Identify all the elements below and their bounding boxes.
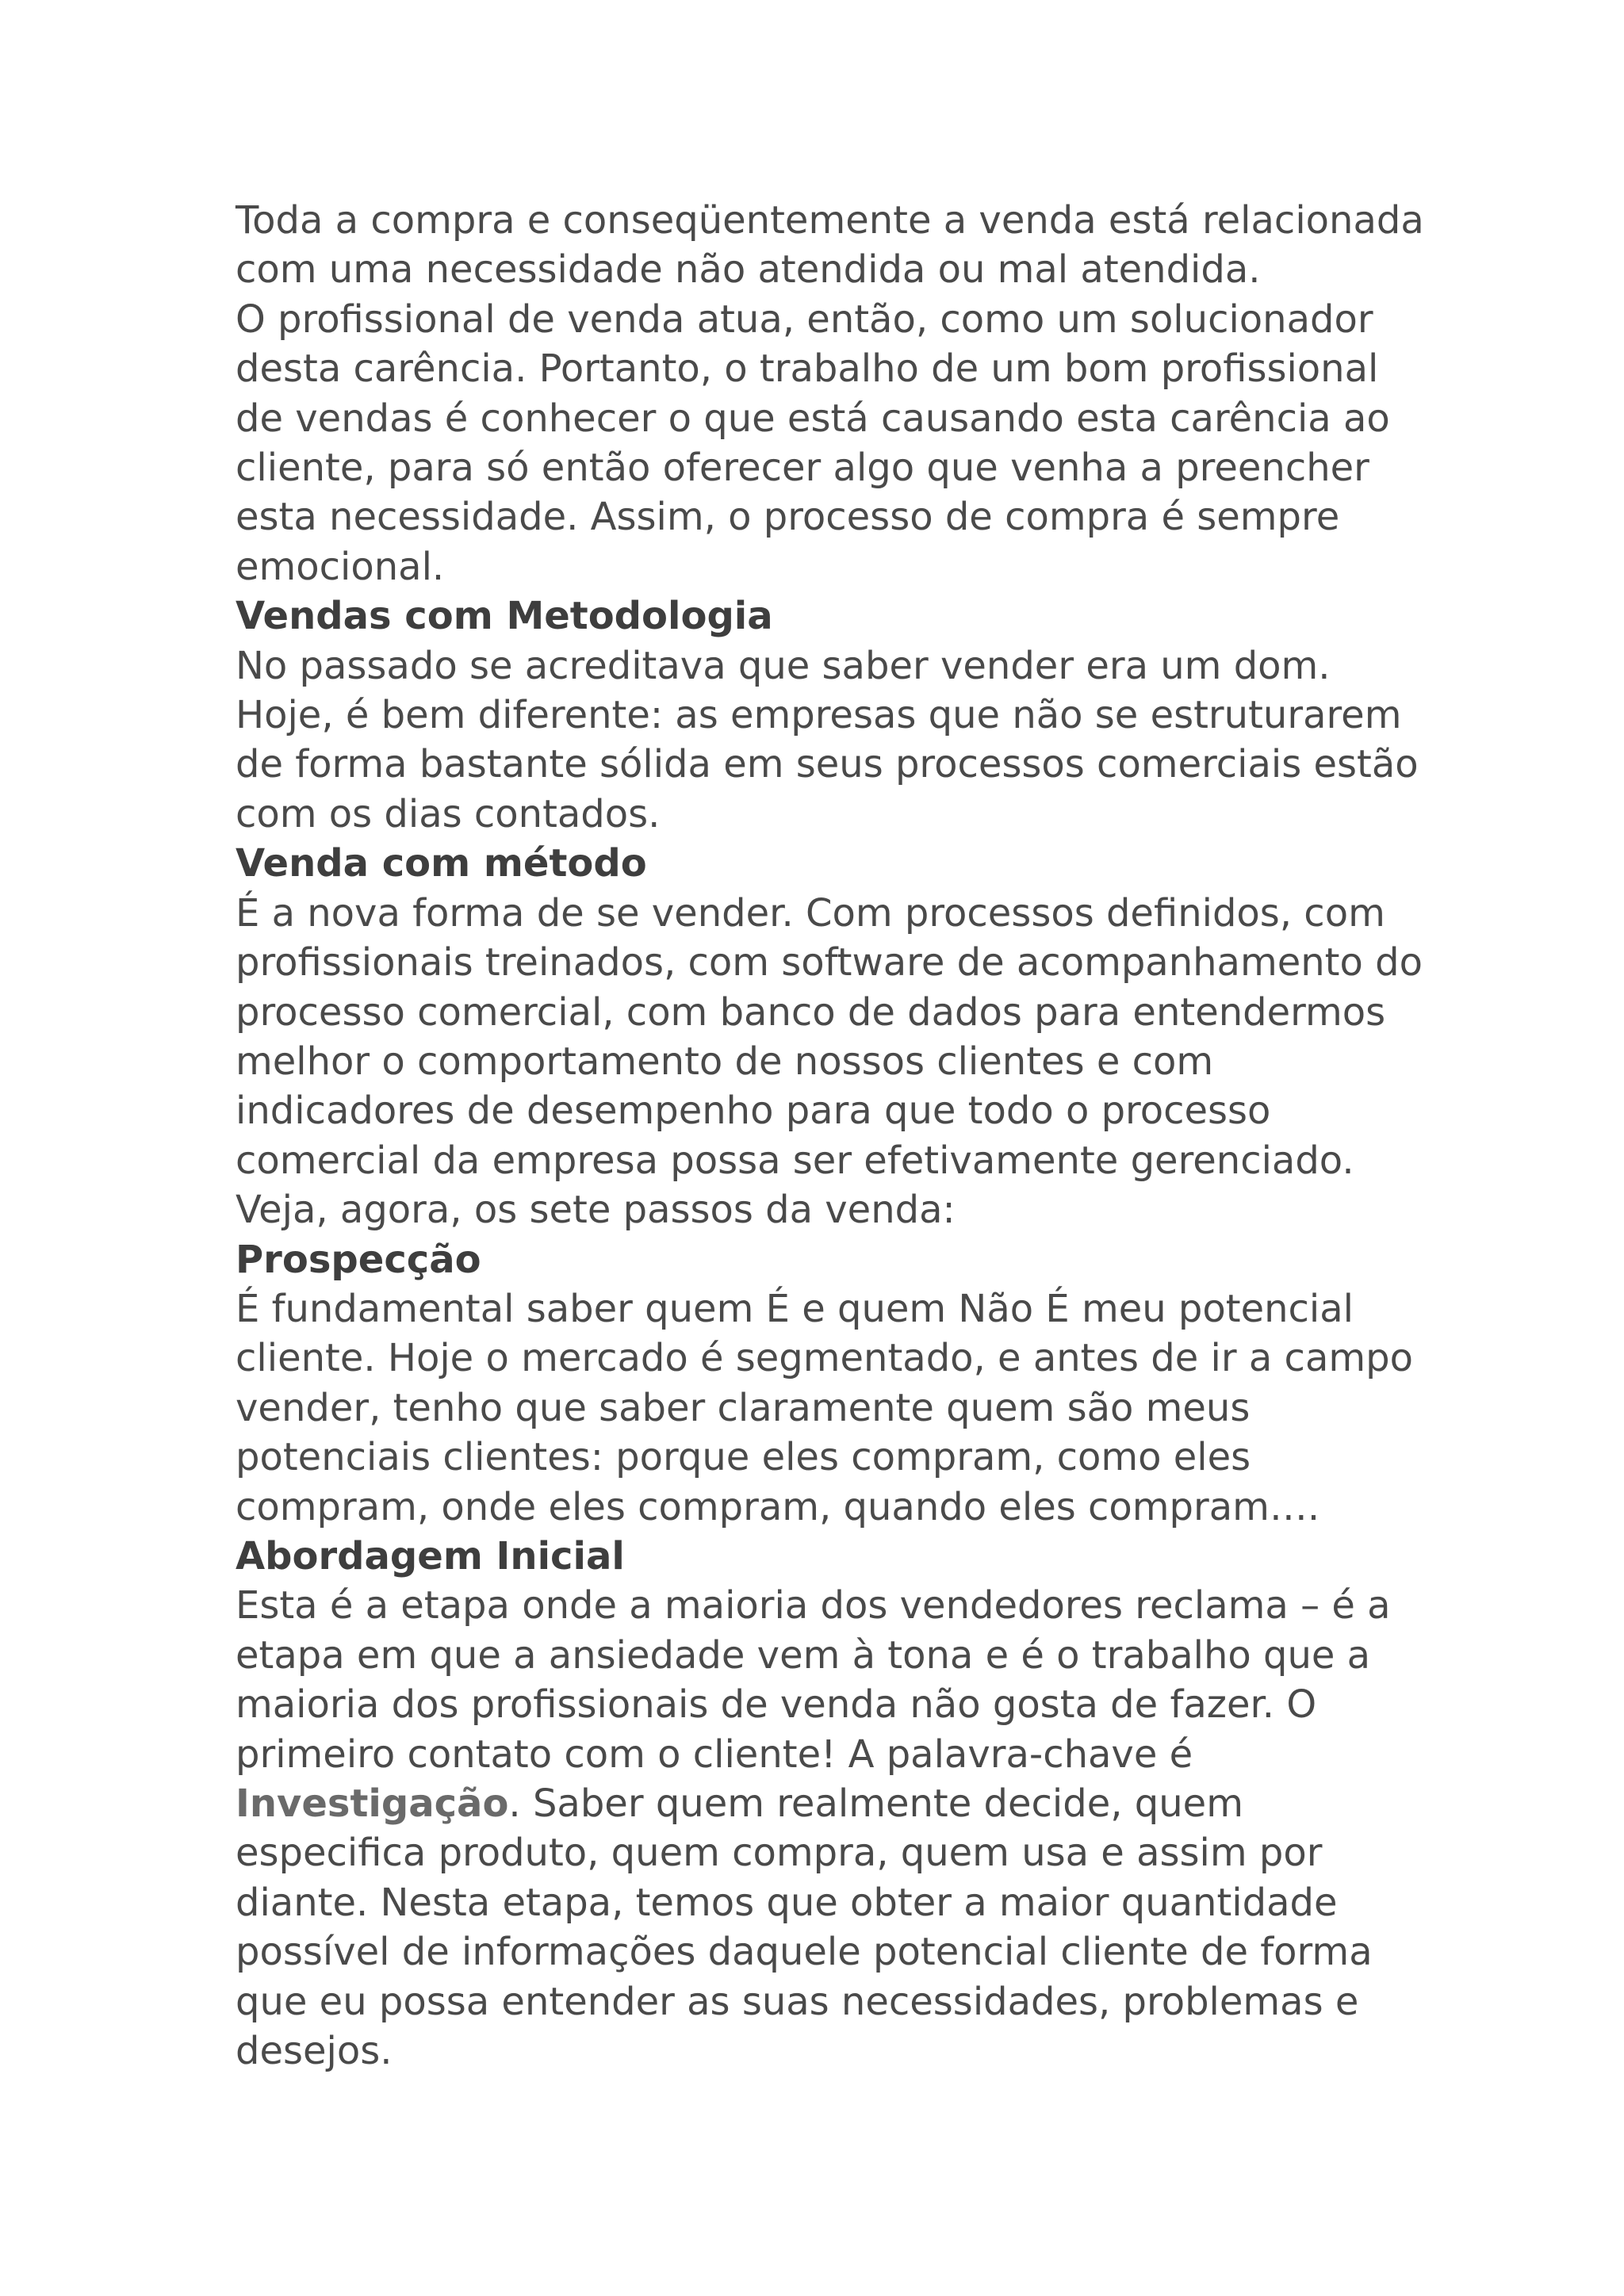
investigacao-emphasis: Investigação <box>236 1781 509 1826</box>
heading-abordagem-inicial: Abordagem Inicial <box>236 1533 625 1578</box>
intro-paragraph-2: O profissional de venda atua, então, como um solucionador desta carência. Portanto, o trabalho de um bom profissional de vendas é conhecer o que está causando esta carência ao cliente, para só então oferecer algo que venha a preencher esta necessidade. Assim, o processo de compra é sempre emocional. <box>236 297 1390 589</box>
prospeccao-paragraph: É fundamental saber quem É e quem Não É meu potencial cliente. Hoje o mercado é segmentado, e antes de ir a campo vender, tenho que saber claramente quem são meus potenciais clientes: porque eles compram, como eles compram, onde eles compram, quando eles compram…. <box>236 1286 1413 1529</box>
intro-paragraph-1: Toda a compra e conseqüentemente a venda está relacionada com uma necessidade não atendida ou mal atendida. <box>236 198 1424 293</box>
abordagem-paragraph <box>236 1581 1425 2076</box>
abordagem-text-after: . Saber quem realmente decide, quem especifica produto, quem compra, quem usa e assim por diante. Nesta etapa, temos que obter a maior quantidade possível de informações daquele potencial cliente de forma que eu possa entender as suas necessidades, problemas e desejos. <box>236 1781 1373 2074</box>
document-page <box>236 196 1425 2076</box>
heading-venda-com-metodo: Venda com método <box>236 841 647 886</box>
heading-prospeccao: Prospecção <box>236 1237 481 1282</box>
abordagem-text-before: Esta é a etapa onde a maioria dos vendedores reclama – é a etapa em que a ansiedade vem à tona e é o trabalho que a maioria dos profissionais de venda não gosta de fazer. O primeiro contato com o cliente! A palavra-chave é <box>236 1583 1391 1777</box>
metodologia-paragraph: No passado se acreditava que saber vender era um dom. Hoje, é bem diferente: as empresas que não se estruturarem de forma bastante sólida em seus processos comerciais estão com os dias contados. <box>236 643 1419 836</box>
metodo-paragraph: É a nova forma de se vender. Com processos definidos, com profissionais treinados, com software de acompanhamento do processo comercial, com banco de dados para entendermos melhor o comportamento de nossos clientes e com indicadores de desempenho para que todo o processo comercial da empresa possa ser efetivamente gerenciado. <box>236 890 1423 1183</box>
heading-vendas-com-metodologia: Vendas com Metodologia <box>236 594 773 639</box>
sete-passos-intro: Veja, agora, os sete passos da venda: <box>236 1188 956 1233</box>
